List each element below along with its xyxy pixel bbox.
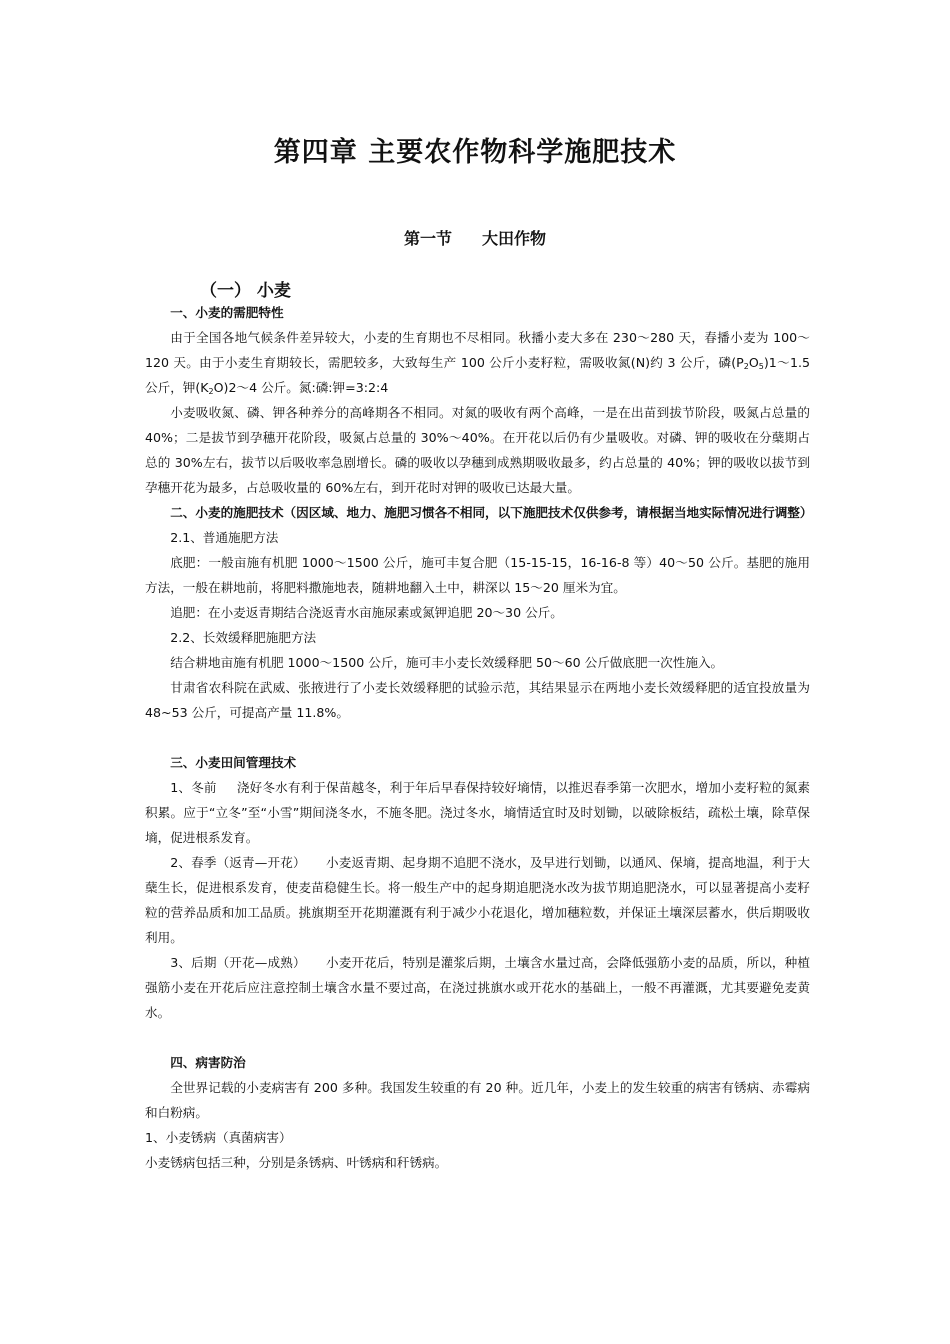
part2-top-dressing: 追肥：在小麦返青期结合浇返青水亩施尿素或氮钾追肥 20～30 公斤。 (170, 605, 563, 620)
part1-heading: 一、小麦的需肥特性 (170, 305, 284, 320)
part4-rust-title: 1、小麦锈病（真菌病害） (145, 1130, 292, 1145)
part4-heading: 四、病害防治 (170, 1055, 246, 1070)
part2-trial: 甘肃省农科院在武威、张掖进行了小麦长效缓释肥的试验示范，其结果显示在两地小麦长效缓释肥的适宜投放量为 48~53 公斤，可提高产量 11.8%。 (145, 680, 810, 720)
p1-text-a: 由于全国各地气候条件差异较大，小麦的生育期也不尽相同。秋播小麦大多在 230～280 天，春播小麦为 100～120 天。由于小麦生育期较长，需肥较多，大致每生产 100 公斤小麦籽粒，需吸收氮(N)约 3 公斤，磷(P (145, 330, 810, 370)
p1-text-d: O)2～4 公斤。氮:磷:钾=3:2:4 (213, 380, 389, 395)
part1-paragraph-1 (145, 325, 810, 400)
part3-stage-3 (145, 950, 810, 1025)
p1-text-b: O (748, 355, 759, 370)
section-label: 第一节 (403, 229, 452, 248)
stage-3-label: 3、后期（开花—成熟） (170, 955, 306, 970)
spacer (145, 1025, 810, 1050)
stage-2-text: 小麦返青期、起身期不追肥不浇水，及早进行划锄，以通风、保墒，提高地温，利于大蘖生长，促进根系发育，使麦苗稳健生长。将一般生产中的起身期追肥浇水改为拔节期追肥浇水，可以显著提高小麦籽粒的营养品质和加工品质。挑旗期至开花期灌溉有利于减少小花退化，增加穗粒数，并保证土壤深层蓄水，供后期吸收利用。 (145, 855, 811, 945)
body-text (145, 300, 813, 1175)
part4-intro: 全世界记载的小麦病害有 200 多种。我国发生较重的有 20 种。近几年，小麦上的发生较重的病害有锈病、赤霉病和白粉病。 (145, 1080, 810, 1120)
part3-stage-2 (145, 850, 810, 950)
crop-title: （一） 小麦 (200, 281, 291, 301)
p1-text-c: )1～1.5 公斤，钾(K (145, 355, 810, 395)
part3-heading: 三、小麦田间管理技术 (170, 755, 297, 770)
chapter-title: 第四章 主要农作物科学施肥技术 (273, 137, 677, 168)
stage-2-label: 2、春季（返青—开花） (170, 855, 306, 870)
p1-subscript-1: 2 (743, 362, 749, 371)
part3-stage-1 (145, 775, 810, 850)
stage-1-label: 1、冬前 (170, 780, 217, 795)
part2-slow-release: 结合耕地亩施有机肥 1000～1500 公斤，施可丰小麦长效缓释肥 50～60 公斤做底肥一次性施入。 (170, 655, 724, 670)
section-name: 大田作物 (482, 229, 547, 248)
part4-rust-text: 小麦锈病包括三种，分别是条锈病、叶锈病和秆锈病。 (145, 1155, 448, 1170)
part2-base-fertilizer: 底肥：一般亩施有机肥 1000～1500 公斤，施可丰复合肥（15-15-15，16-16-8 等）40～50 公斤。基肥的施用方法，一般在耕地前，将肥料撒施地表，随耕地翻入土中，耕深以 15～20 厘米为宜。 (145, 555, 810, 595)
part2-heading: 二、小麦的施肥技术（因区域、地力、施肥习惯各不相同，以下施肥技术仅供参考，请根据当地实际情况进行调整） (170, 505, 813, 520)
part2-sub1: 2.1、普通施肥方法 (170, 530, 279, 545)
part2-sub2: 2.2、长效缓释肥施肥方法 (170, 630, 317, 645)
spacer (145, 725, 810, 750)
p1-subscript-3: 2 (208, 387, 214, 396)
stage-1-text: 浇好冬水有利于保苗越冬，利于年后早春保持较好墒情，以推迟春季第一次肥水，增加小麦籽粒的氮素积累。应于“立冬”至“小雪”期间浇冬水，不施冬肥。浇过冬水，墒情适宜时及时划锄，以破除板结，疏松土壤，除草保墒，促进根系发育。 (145, 780, 811, 845)
stage-3-text: 小麦开花后，特别是灌浆后期，土壤含水量过高，会降低强筋小麦的品质，所以，种植强筋小麦在开花后应注意控制土壤含水量不要过高，在浇过挑旗水或开花水的基础上，一般不再灌溉，尤其要避免麦黄水。 (145, 955, 811, 1020)
p1-subscript-2: 5 (758, 362, 764, 371)
part1-paragraph-2: 小麦吸收氮、磷、钾各种养分的高峰期各不相同。对氮的吸收有两个高峰，一是在出苗到拔节阶段，吸氮占总量的 40%；二是拔节到孕穗开花阶段，吸氮占总量的 30%～40%。在开花以后仍有少量吸收。对磷、钾的吸收在分蘖期占总的 30%左右，拔节以后吸收率急剧增长。磷的吸收以孕穗到成熟期吸收最多，约占总量的 40%；钾的吸收以拔节到孕穗开花为最多，占总吸收量的 60%左右，到开花时对钾的吸收已达最大量。 (145, 405, 810, 495)
section-title (0, 226, 950, 249)
